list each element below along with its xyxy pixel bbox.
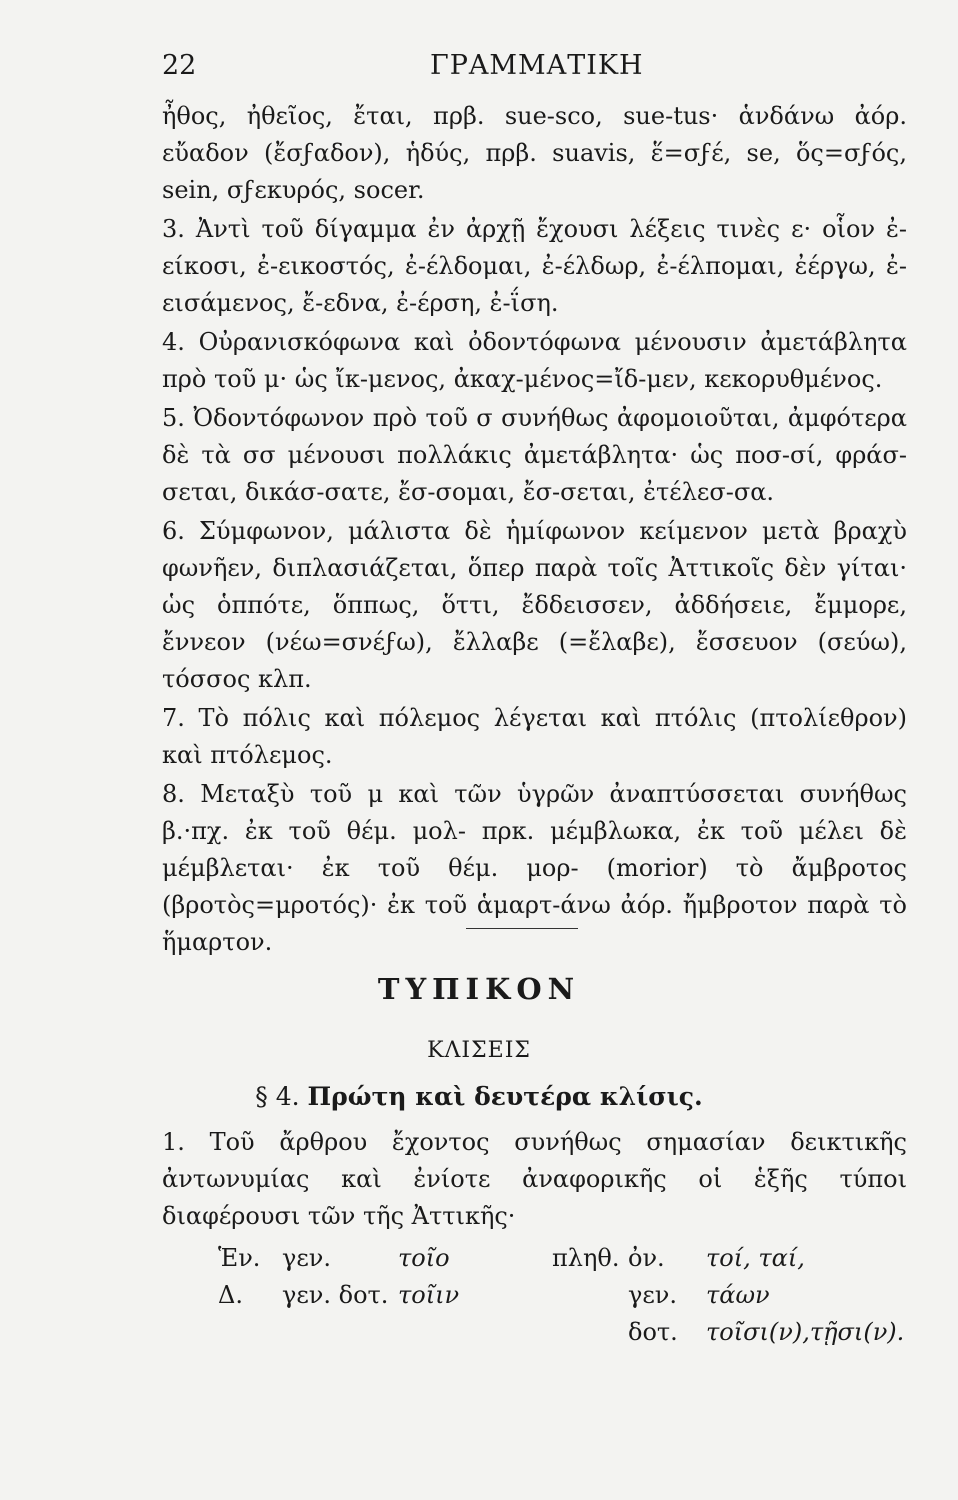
paragraph-1-text: 1. Τοῦ ἄρθρου ἔχοντος συνήθως σημασίαν δεικτικῆς ἀντωνυμίας καὶ ἐνίοτε ἀναφορικῆς οἱ ἑξῆς τύποι διαφέρουσι τῶν τῆς Ἀττικῆς·	[162, 1128, 907, 1230]
section-subtitle: ΚΛΙΣΕΙΣ	[427, 1038, 531, 1063]
number-label: πληθ.	[552, 1244, 620, 1272]
paragraph-7: 7. Τὸ πόλις καὶ πόλεμος λέγεται καὶ πτόλις (πτολίεθρον) καὶ πτόλεμος.	[162, 704, 907, 769]
article-form: τοί, ταί,	[706, 1244, 805, 1272]
section-title: ΤΥΠΙΚΟΝ	[377, 972, 581, 1006]
article-form: τοῖο	[398, 1244, 450, 1272]
heading-number: § 4.	[255, 1082, 300, 1111]
paradigm-row	[218, 1281, 918, 1318]
running-title: ΓΡΑΜΜΑΤΙΚΗ	[430, 50, 644, 81]
article-form: τάων	[706, 1281, 770, 1309]
paragraph-4: 4. Οὐρανισκόφωνα καὶ ὀδοντόφωνα μένουσιν ἀμετάβλητα πρὸ τοῦ μ· ὡς ἴκ-μενος, ἀκαχ-μένος=ἴδ-μεν, κεκορυθμένος.	[162, 328, 907, 393]
running-header	[0, 50, 958, 90]
number-label: Ἑν.	[218, 1244, 261, 1272]
page-number: 22	[162, 50, 197, 81]
number-label: Δ.	[218, 1281, 243, 1309]
main-text	[162, 98, 907, 961]
paragraph-5: 5. Ὀδοντόφωνον πρὸ τοῦ σ συνήθως ἀφομοιοῦται, ἀμφότερα δὲ τὰ σσ μένουσι πολλάκις ἀμετάβλητα· ὡς ποσ-σί, φράσ-σεται, δικάσ-σατε, ἔσ-σομαι, ἔσ-σεται, ἐτέλεσ-σα.	[162, 404, 907, 506]
section-divider	[466, 928, 578, 929]
paragraph-3: 3. Ἀντὶ τοῦ δίγαμμα ἐν ἀρχῇ ἔχουσι λέξεις τινὲς ε· οἷον ἐ-είκοσι, ἐ-εικοστός, ἐ-έλδομαι, ἐ-έλδωρ, ἐ-έλπομαι, ἐέργω, ἐ-εισάμενος, ἔ-εδνα, ἐ-έρση, ἐ-ΐση.	[162, 215, 907, 317]
section-heading	[0, 1082, 958, 1111]
case-label: δοτ.	[628, 1318, 678, 1346]
paradigm-row	[218, 1244, 918, 1281]
case-label: γεν.	[282, 1244, 331, 1272]
case-label: γεν.	[628, 1281, 677, 1309]
article-form: τοῖιν	[398, 1281, 460, 1309]
paradigm-table	[218, 1244, 918, 1355]
article-form: τοῖσι(ν),τῇσι(ν).	[706, 1318, 905, 1346]
paragraph-6: 6. Σύμφωνον, μάλιστα δὲ ἡμίφωνον κείμενον μετὰ βραχὺ φωνῆεν, διπλασιάζεται, ὅπερ παρὰ τοῖς Ἀττικοῖς δὲν γίται· ὡς ὁππότε, ὅππως, ὅττι, ἔδδεισσεν, ἀδδήσειε, ἔμμορε, ἔννεον (νέω=σνέϝω), ἔλλαβε (=ἔλαβε), ἔσσευον (σεύω), τόσσος κλπ.	[162, 517, 907, 693]
case-label: γεν. δοτ.	[282, 1281, 389, 1309]
paragraph-8: 8. Μεταξὺ τοῦ μ καὶ τῶν ὑγρῶν ἀναπτύσσεται συνήθως β.·πχ. ἐκ τοῦ θέμ. μολ- πρκ. μέμβλωκα, ἐκ τοῦ μέλει δὲ μέμβλεται· ἐκ τοῦ θέμ. μορ- (morior) τὸ ἄμβροτος (βροτὸς=μροτός)· ἐκ τοῦ ἁμαρτ-άνω ἀόρ. ἤμβροτον παρὰ τὸ ἥμαρτον.	[162, 780, 907, 956]
heading-text: Πρώτη καὶ δευτέρα κλίσις.	[307, 1082, 703, 1111]
case-label: ὀν.	[628, 1244, 665, 1272]
paragraph-continuation: ἦθος, ἠθεῖος, ἔται, πρβ. sue-sco, sue-tus· ἁνδάνω ἀόρ. εὔαδον (ἔσϝαδον), ἡδύς, πρβ. suavis, ἕ=σϝέ, se, ὅς=σϝός, sein, σϝεκυρός, socer.	[162, 102, 907, 204]
paragraph-1	[162, 1124, 907, 1235]
paradigm-row	[218, 1318, 918, 1355]
